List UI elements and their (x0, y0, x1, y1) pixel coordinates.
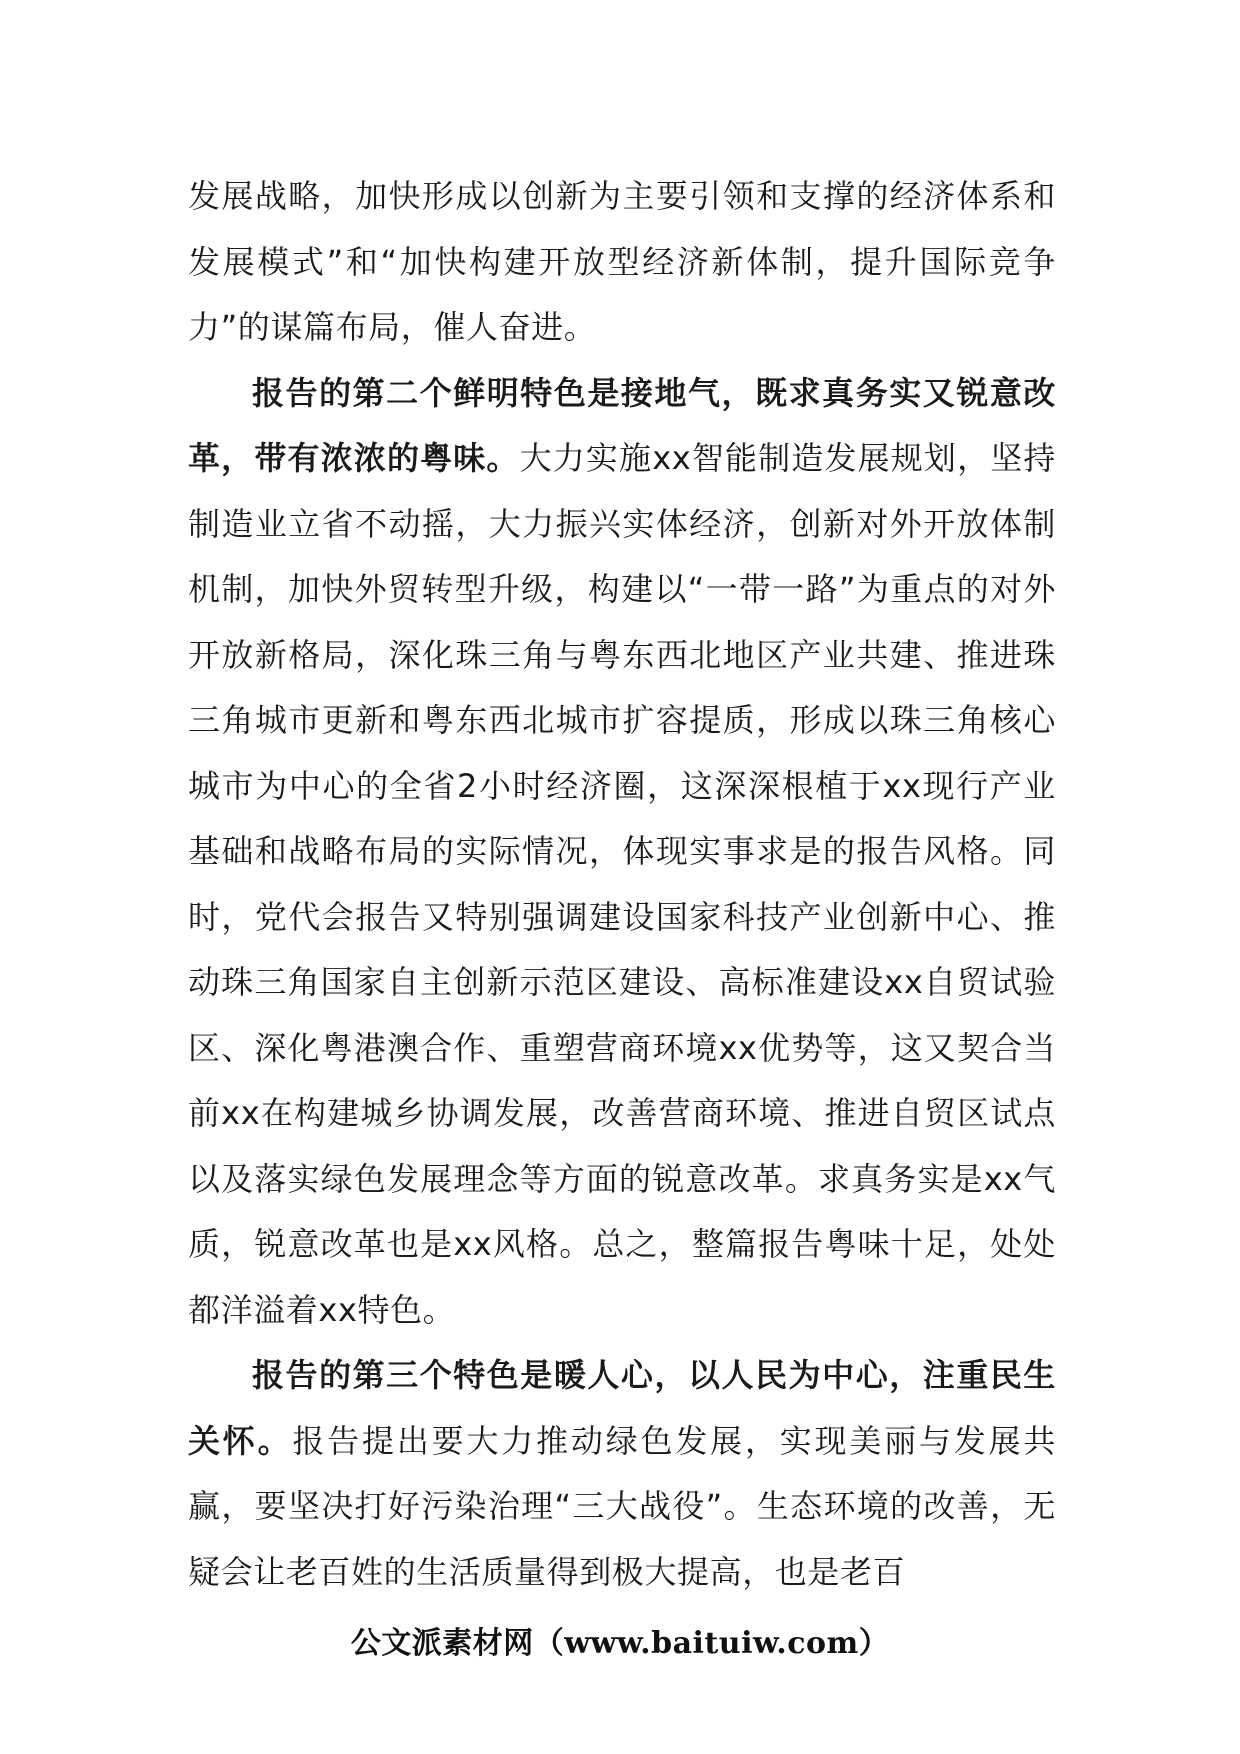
paragraph-3 (188, 1343, 1056, 1605)
paragraph-1 (188, 164, 1056, 361)
paragraph-1-text: 发展战略，加快形成以创新为主要引领和支撑的经济体系和发展模式”和“加快构建开放型经济新体制，提升国际竞争力”的谋篇布局，催人奋进。 (188, 177, 1056, 346)
paragraph-3-text: 报告提出要大力推动绿色发展，实现美丽与发展共赢，要坚决打好污染治理“三大战役”。生态环境的改善，无疑会让老百姓的生活质量得到极大提高，也是老百 (188, 1421, 1056, 1591)
paragraph-2-text: 大力实施xx智能制造发展规划，坚持制造业立省不动摇，大力振兴实体经济，创新对外开放体制机制，加快外贸转型升级，构建以“一带一路”为重点的对外开放新格局，深化珠三角与粤东西北地区产业共建、推进珠三角城市更新和粤东西北城市扩容提质，形成以珠三角核心城市为中心的全省2小时经济圈，这深深根植于xx现行产业基础和战略布局的实际情况，体现实事求是的报告风格。同时，党代会报告又特别强调建设国家科技产业创新中心、推动珠三角国家自主创新示范区建设、高标准建设xx自贸试验区、深化粤港澳合作、重塑营商环境xx优势等，这又契合当前xx在构建城乡协调发展，改善营商环境、推进自贸区试点以及落实绿色发展理念等方面的锐意改革。求真务实是xx气质，锐意改革也是xx风格。总之，整篇报告粤味十足，处处都洋溢着xx特色。 (188, 439, 1056, 1329)
paragraph-2 (188, 361, 1056, 1344)
footer-watermark-text: 公文派素材网（www.baituiw.com） (350, 1626, 890, 1661)
paragraph-3-lead: 报告的第三个特色是暖人心，以人民为中心，注重民生关怀。 (188, 1356, 1056, 1460)
paragraph-2-lead: 报告的第二个鲜明特色是接地气，既求真务实又锐意改革，带有浓浓的粤味。 (188, 373, 1056, 477)
document-body (188, 164, 1056, 1605)
